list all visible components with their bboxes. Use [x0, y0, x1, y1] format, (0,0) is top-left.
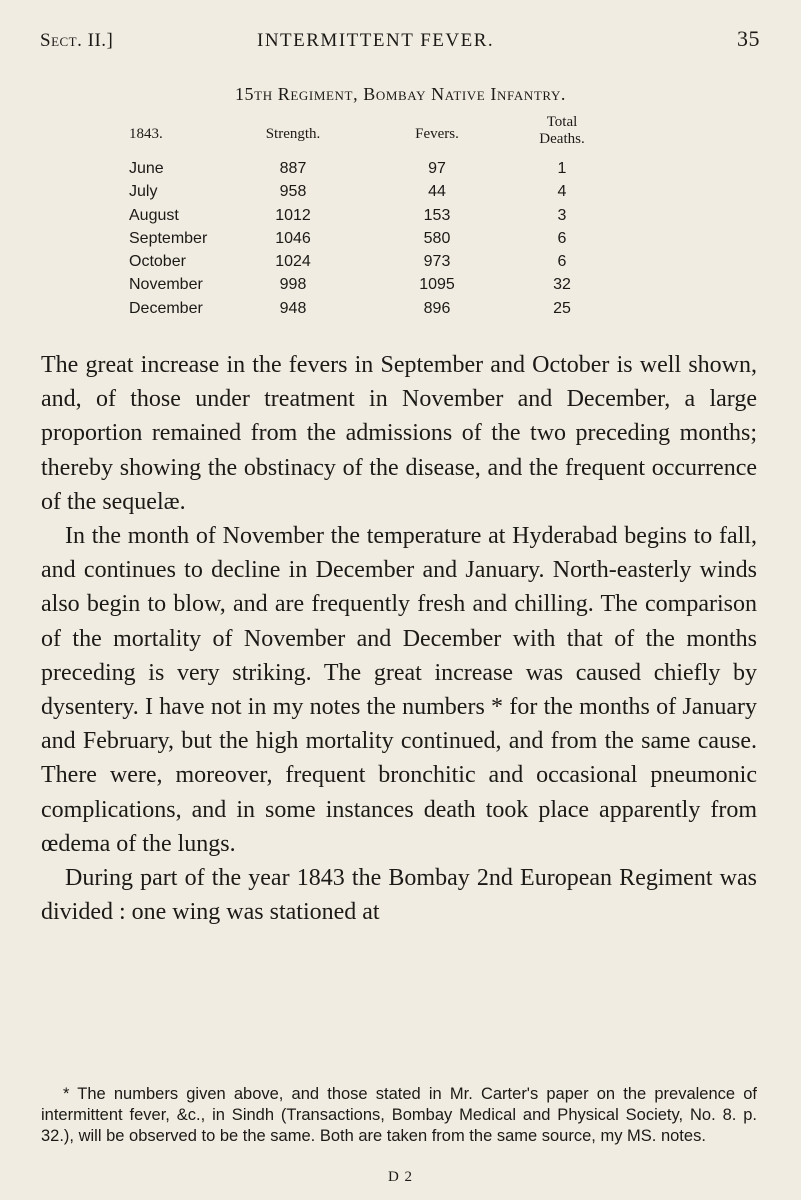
table-row: [129, 300, 609, 323]
cell-deaths: 1: [557, 160, 567, 177]
footnote: * The numbers given above, and those stated in Mr. Carter's paper on the prevalence of intermittent fever, &c., in Sindh (Transactions, Bombay Medical and Physical Society, No. 8. p. 32.), will be observed to be the same. Both are taken from the same source, my MS. notes.: [41, 1085, 757, 1146]
running-header: [40, 26, 760, 58]
cell-deaths: 6: [557, 253, 567, 271]
cell-month: September: [129, 229, 208, 247]
cell-fevers: 97: [428, 160, 446, 177]
paragraph: The great increase in the fevers in September and October is well shown, and, of those under treatment in November and December, a large proportion remained from the admissions of the two preceding months; thereby showing the obstinacy of the disease, and the frequent occurrence of the sequelæ.: [41, 352, 757, 515]
paragraph: In the month of November the temperature at Hyderabad begins to fall, and continues to decline in December and January. North-easterly winds also begin to blow, and are frequently fresh and chilling. The comparison of the mortality of November and December with that of the months preceding is very striking. The great increase was caused chiefly by dysentery. I have not in my notes the numbers * for the months of January and February, but the high mortality continued, and from the same cause. There were, moreover, frequent bronchitic and occasional pneumonic complications, and in some instances death took place apparently from œdema of the lungs.: [41, 523, 757, 857]
cell-strength: 998: [279, 276, 307, 294]
table-row: [129, 160, 609, 183]
cell-deaths: 6: [557, 229, 567, 247]
cell-fevers: 973: [423, 253, 451, 271]
cell-fevers: 896: [423, 299, 451, 317]
cell-strength: 948: [279, 299, 307, 317]
page-number: 35: [737, 26, 760, 51]
cell-month: August: [129, 206, 179, 224]
cell-month: July: [129, 183, 158, 201]
cell-fevers: 580: [423, 229, 451, 247]
regiment-stats-table: [129, 112, 609, 323]
header-total-deaths: [522, 114, 602, 148]
cell-month: June: [129, 160, 164, 177]
cell-strength: 1046: [275, 229, 311, 247]
header-deaths-line1: Total: [546, 114, 578, 130]
table-header-row: [129, 112, 609, 160]
table-row: [129, 253, 609, 276]
cell-strength: 887: [279, 160, 307, 177]
cell-deaths: 25: [553, 299, 571, 317]
cell-month: November: [129, 276, 203, 294]
header-fevers: Fevers.: [415, 126, 459, 142]
cell-month: December: [129, 299, 203, 317]
table-row: [129, 207, 609, 230]
cell-month: October: [129, 253, 186, 271]
signature-mark: D 2: [387, 1169, 414, 1185]
section-label: Sect. II.]: [40, 30, 114, 51]
table-title: 15th Regiment, Bombay Native Infantry.: [234, 84, 567, 104]
header-deaths-line2: Deaths.: [539, 131, 585, 147]
table-row: [129, 276, 609, 299]
cell-fevers: 153: [423, 206, 451, 224]
header-strength: Strength.: [265, 126, 321, 142]
chapter-title: INTERMITTENT FEVER.: [257, 30, 495, 51]
cell-strength: 958: [279, 183, 307, 201]
cell-strength: 1012: [275, 206, 311, 224]
cell-deaths: 3: [557, 206, 567, 224]
table-row: [129, 183, 609, 206]
cell-strength: 1024: [275, 253, 311, 271]
body-text: [41, 348, 757, 929]
cell-deaths: 4: [557, 183, 567, 201]
table-row: [129, 230, 609, 253]
cell-fevers: 1095: [419, 276, 455, 294]
header-year: 1843.: [129, 126, 163, 142]
cell-deaths: 32: [553, 276, 571, 294]
cell-fevers: 44: [428, 183, 446, 201]
paragraph: During part of the year 1843 the Bombay 2nd European Regiment was divided : one wing was stationed at: [41, 865, 757, 926]
